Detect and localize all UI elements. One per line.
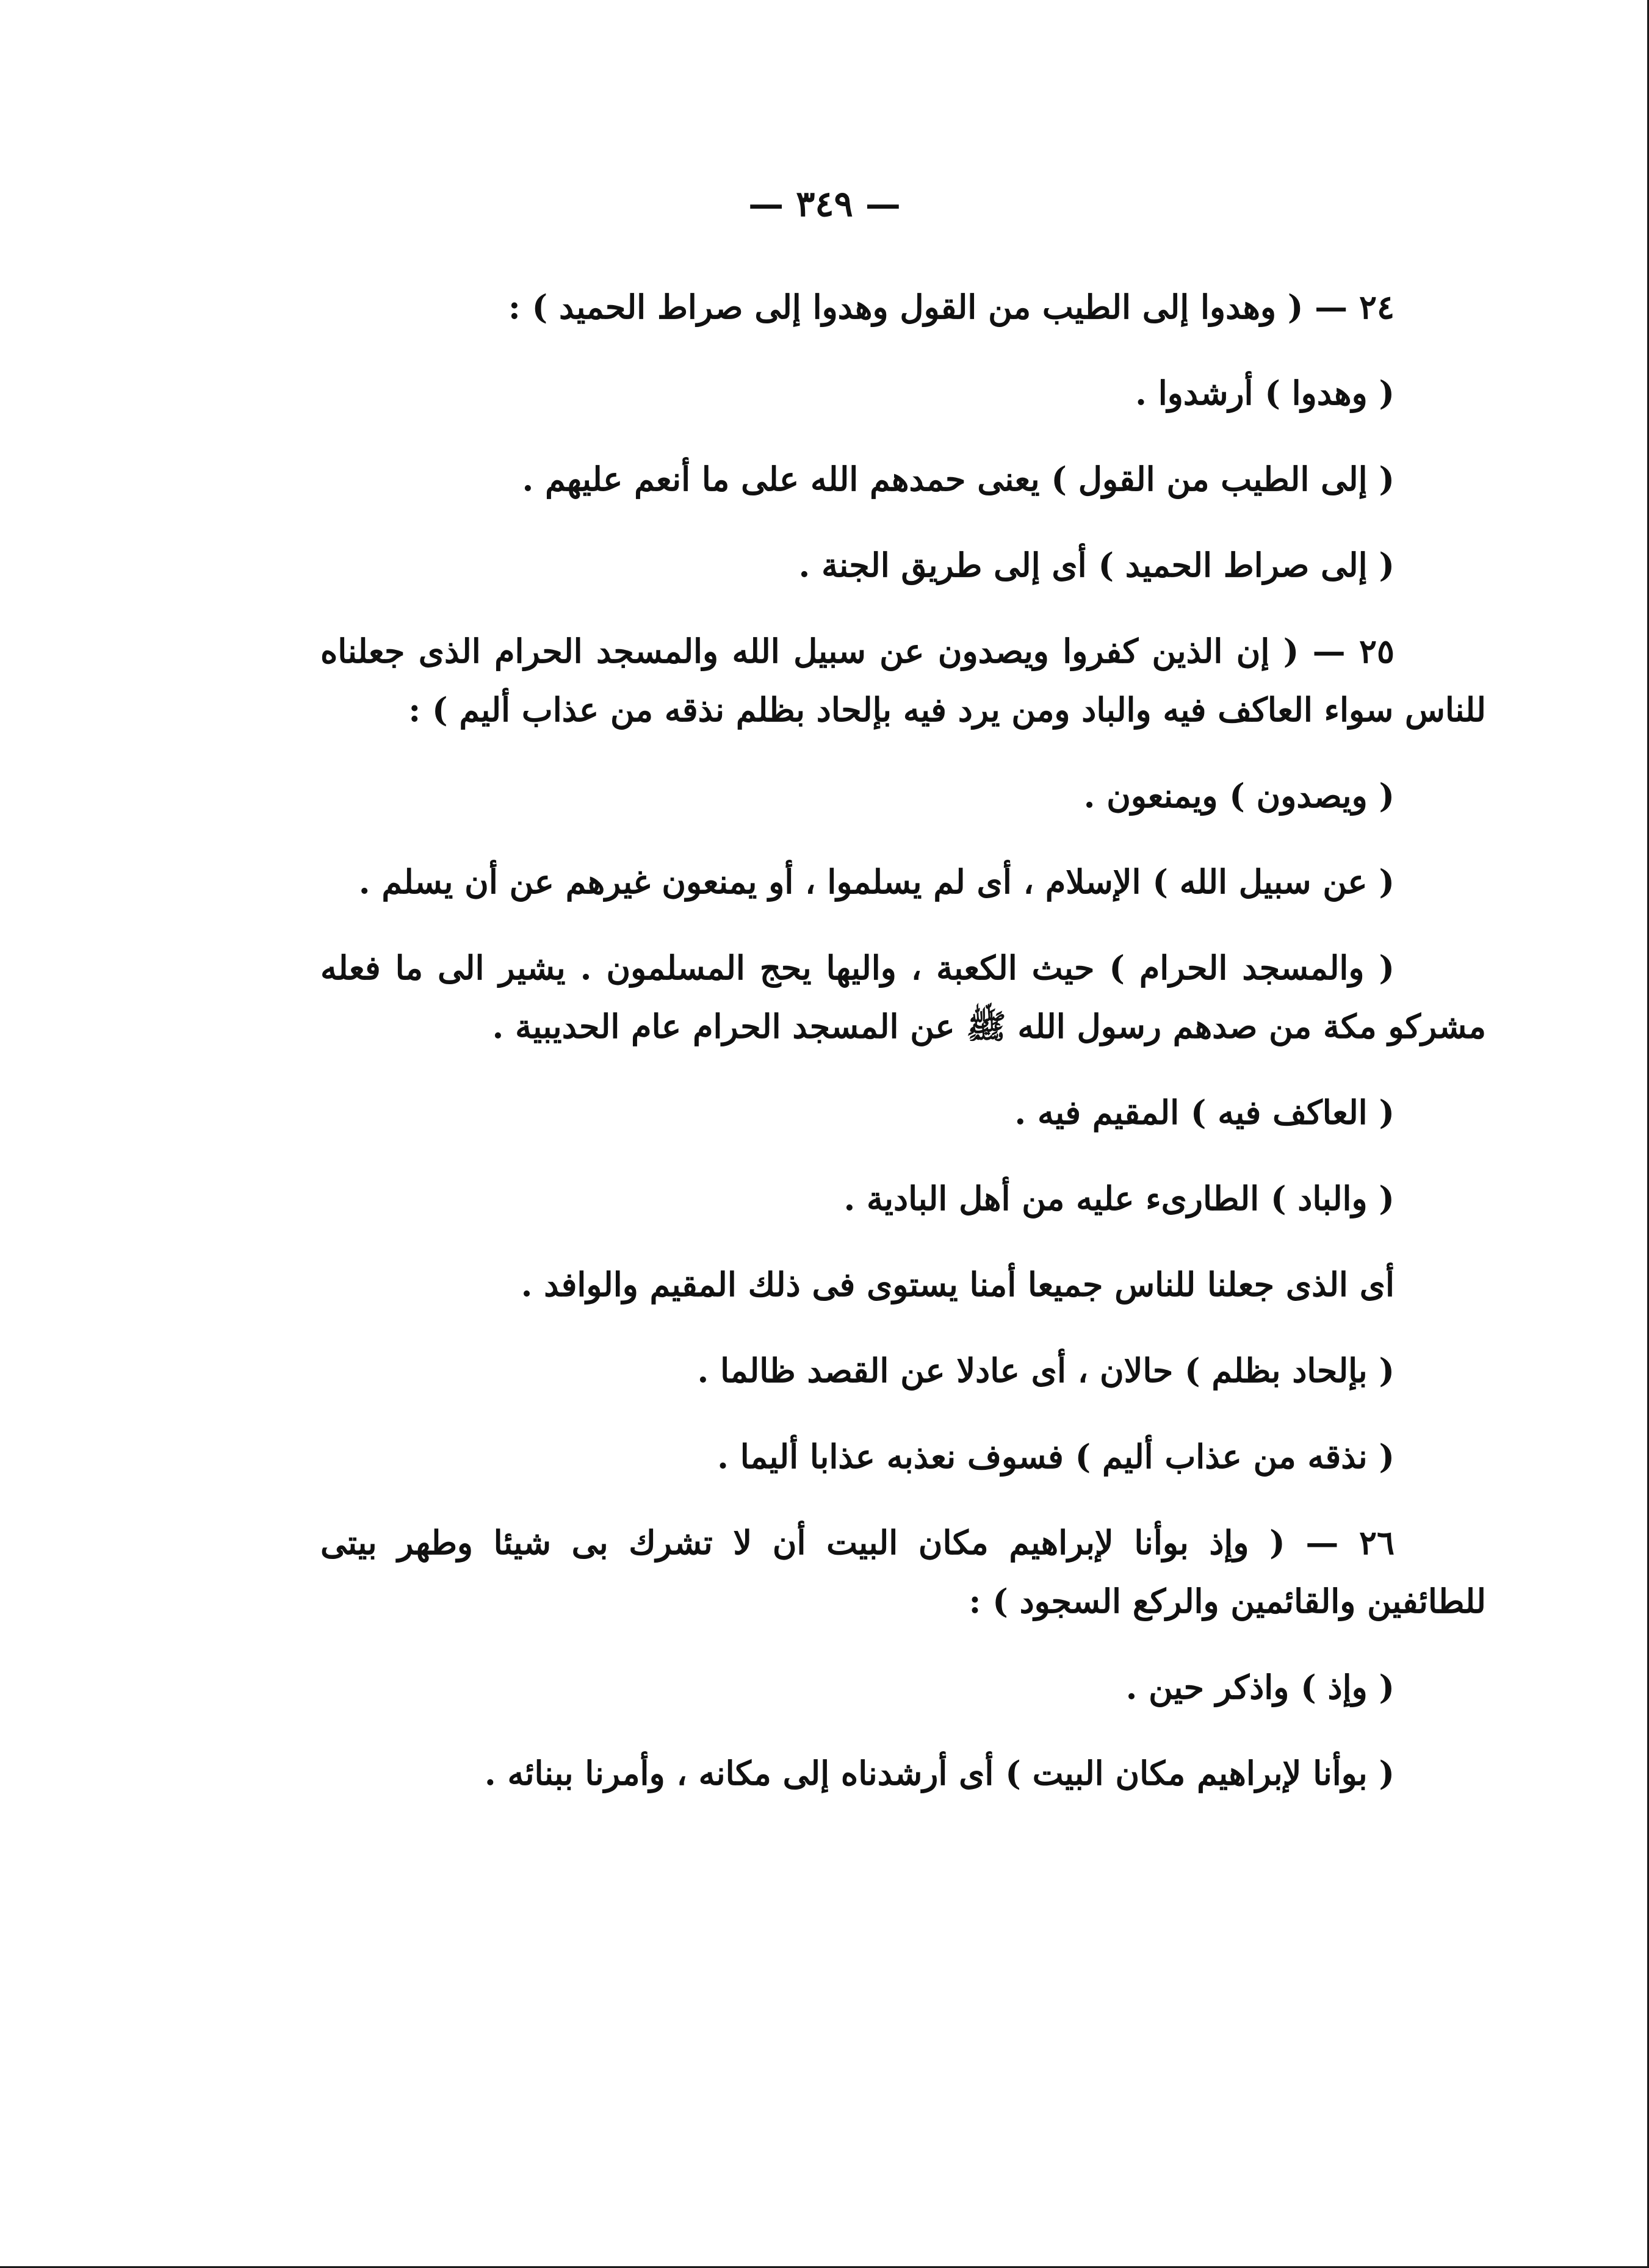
verse-25-paragraph: ٢٥ — ( إن الذين كفروا ويصدون عن سبيل الله والمسجد الحرام الذى جعلناه للناس سواء العاكف فيه والباد ومن يرد فيه بإلحاد بظلم نذقه من عذاب أليم ) : [320,632,1486,729]
gloss-paragraph: ( ويصدون ) ويمنعون . [1083,776,1395,815]
gloss-paragraph: ( وهدوا ) أرشدوا . [1135,373,1395,412]
gloss-paragraph: ( عن سبيل الله ) الإسلام ، أى لم يسلموا ، أو يمنعون غيرهم عن أن يسلم . [358,862,1395,901]
gloss-paragraph: ( والباد ) الطارىء عليه من أهل البادية . [843,1179,1395,1218]
gloss-paragraph: ( إلى الطيب من القول ) يعنى حمدهم الله على ما أنعم عليهم . [522,459,1395,499]
summary-paragraph: أى الذى جعلنا للناس جميعا أمنا يستوى فى ذلك المقيم والوافد . [521,1265,1395,1304]
page-body [320,278,1486,1830]
gloss-paragraph: ( بإلحاد بظلم ) حالان ، أى عادلا عن القصد ظالما . [697,1351,1395,1390]
gloss-paragraph: ( بوأنا لإبراهيم مكان البيت ) أى أرشدناه إلى مكانه ، وأمرنا ببنائه . [484,1754,1395,1793]
verse-26-paragraph: ٢٦ — ( وإذ بوأنا لإبراهيم مكان البيت أن لا تشرك بى شيئا وطهر بيتى للطائفين والقائمين والركع السجود ) : [320,1523,1486,1621]
verse-24-paragraph: ٢٤ — ( وهدوا إلى الطيب من القول وهدوا إلى صراط الحميد ) : [508,287,1395,326]
gloss-paragraph: ( وإذ ) واذكر حين . [1125,1668,1395,1707]
page-number: — ٣٤٩ — [748,183,901,225]
gloss-paragraph: ( إلى صراط الحميد ) أى إلى طريق الجنة . [798,545,1395,585]
gloss-paragraph: ( نذقه من عذاب أليم ) فسوف نعذبه عذابا أليما . [717,1437,1395,1476]
gloss-paragraph: ( العاكف فيه ) المقيم فيه . [1014,1093,1395,1132]
gloss-paragraph: ( والمسجد الحرام ) حيث الكعبة ، واليها يحج المسلمون . يشير الى ما فعله مشركو مكة من صدهم رسول الله ﷺ عن المسجد الحرام عام الحديبية . [320,948,1486,1046]
